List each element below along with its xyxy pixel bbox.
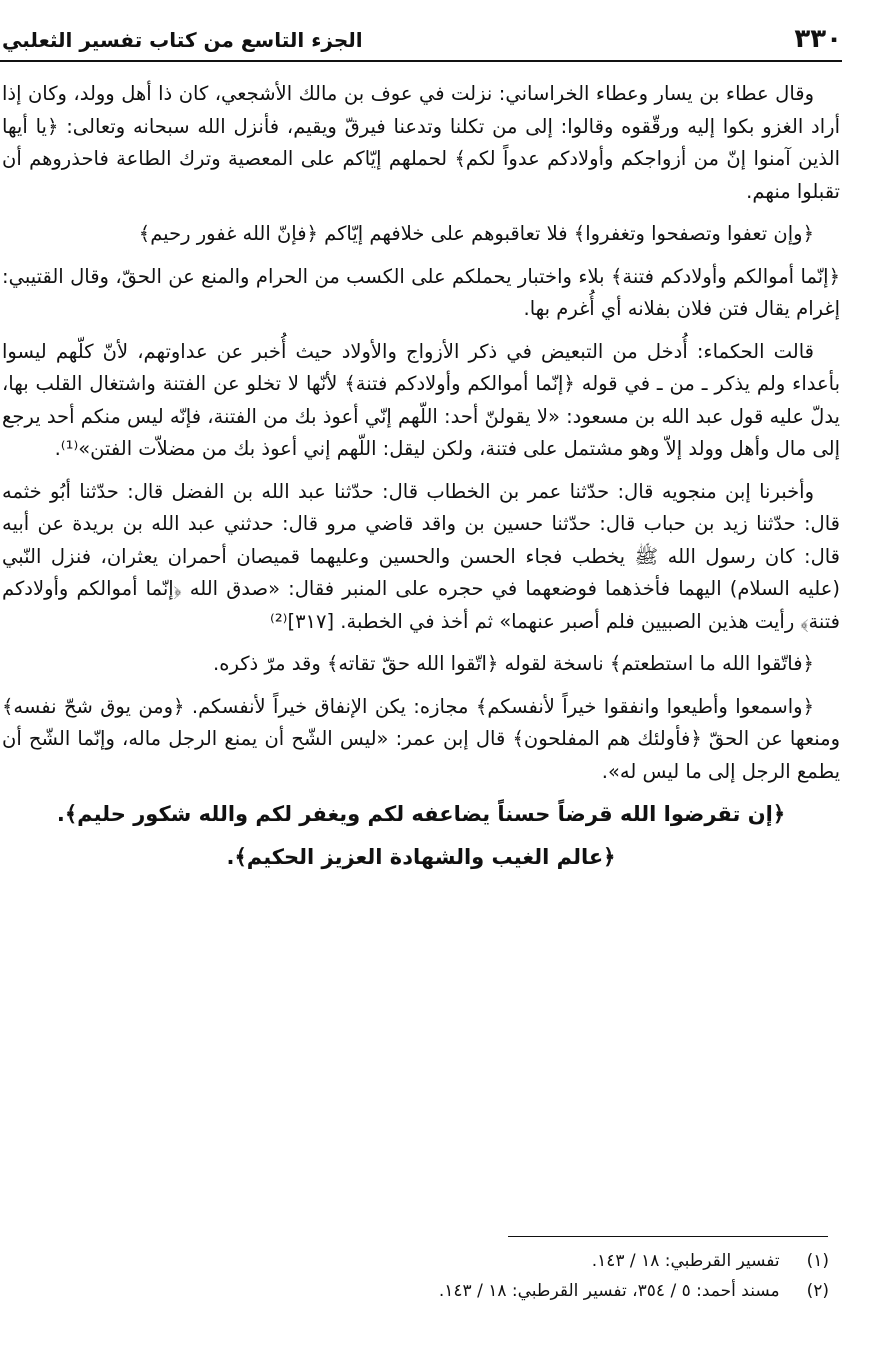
paragraph: ﴿واسمعوا وأطيعوا وانفقوا خيراً لأنفسكم﴾ مجازه: يكن الإنفاق خيراً لأنفسكم. ﴿ومن يوق شحّ نفسه﴾ ومنعها عن الحقّ ﴿فأولئك هم المفلحون﴾ قال إبن عمر: «ليس الشّح أن يمنع الرجل ماله، وإنّما الشّح أن يطمع الرجل إلى ما ليس له». bbox=[2, 694, 840, 783]
main-text bbox=[2, 78, 840, 883]
page-header bbox=[0, 22, 842, 62]
footnotes bbox=[129, 1246, 829, 1306]
paragraph: قالت الحكماء: أُدخل من التبعيض في ذكر الأزواج والأولاد حيث أُخبر عن عداوتهم، لأنّ كلّهم ليسوا بأعداء ولم يذكر ـ من ـ في قوله ﴿إنّما أموالكم وأولادكم فتنة﴾ لأنّها لا تخلو عن الفتنة واشتغال القلب بها، يدلّ عليه قول عبد الله بن مسعود: «لا يقولنّ أحد: اللّهم إنّي أعوذ بك من الفتنة، فإنّه ليس منكم أحد يرجع إلى مال وأهل وولد إلاّ وهو مشتمل على فتنة، ولكن ليقل: اللّهم إني أعوذ بك من مضلاّت الفتن»⁽¹⁾. bbox=[2, 339, 840, 460]
page-number: ٣٣٠ bbox=[794, 24, 842, 54]
footnote bbox=[129, 1246, 829, 1276]
verse-line: ﴿عالم الغيب والشهادة العزيز الحكيم﴾. bbox=[226, 844, 616, 869]
footnote-text: تفسير القرطبي: ١٨ / ١٤٣. bbox=[591, 1251, 780, 1271]
footnote-mark: (١) bbox=[806, 1251, 829, 1271]
paragraph: ﴿وإن تعفوا وتصفحوا وتغفروا﴾ فلا تعاقبوهم على خلافهم إيّاكم ﴿فإنّ الله غفور رحيم﴾ bbox=[138, 222, 814, 245]
running-title: الجزء التاسع من كتاب تفسير الثعلبي bbox=[2, 28, 363, 52]
footnote-text: مسند أحمد: ٥ / ٣٥٤، تفسير القرطبي: ١٨ / ١٤٣. bbox=[438, 1281, 780, 1301]
paragraph: ﴿فاتّقوا الله ما استطعتم﴾ ناسخة لقوله ﴿اتّقوا الله حقّ تقاته﴾ وقد مرّ ذكره. bbox=[213, 652, 814, 675]
header-rule bbox=[0, 60, 842, 62]
verse-line: ﴿إن تقرضوا الله قرضاً حسناً يضاعفه لكم ويغفر لكم والله شكور حليم﴾. bbox=[56, 802, 786, 826]
footnote bbox=[129, 1276, 829, 1306]
footnote-mark: (٢) bbox=[806, 1281, 829, 1301]
paragraph: وأخبرنا إبن منجويه قال: حدّثنا عمر بن الخطاب قال: حدّثنا عبد الله بن الفضل قال: حدّثنا أبُو خثمه قال: حدّثنا زيد بن حباب قال: حدّثنا حسين بن واقد قاضي مرو قال: حدثني عبد الله بن بريدة عن أبيه قال: كان رسول الله ﷺ يخطب فجاء الحسن والحسين وعليهما قميصان أحمران يعثران، فنزل النّبي (عليه السلام) اليهما فأخذهما فوضعهما في حجره على المنبر فقال: «صدق الله ﴿إنّما أموالكم وأولادكم فتنة﴾ رأيت هذين الصبيين فلم أصبر عنهما» ثم أخذ في الخطبة. [٣١٧]⁽²⁾ bbox=[2, 479, 840, 633]
paragraph: ﴿إنّما أموالكم وأولادكم فتنة﴾ بلاء واختبار يحملكم على الكسب من الحرام والمنع عن الحقّ، وقال القتيبي: إغرام يقال فتن فلان بفلانه أي أُغرم بها. bbox=[2, 264, 840, 320]
footnote-rule bbox=[508, 1236, 828, 1237]
paragraph: وقال عطاء بن يسار وعطاء الخراساني: نزلت في عوف بن مالك الأشجعي، كان ذا أهل وولد، وكان إذا أراد الغزو بكوا إليه ورقّقوه وقالوا: إلى من تكلنا وتدعنا فيرقّ ويقيم، فأنزل الله سبحانه وتعالى: ﴿يا أيها الذين آمنوا إنّ من أزواجكم وأولادكم عدواً لكم﴾ لحملهم إيّاكم على المعصية وترك الطاعة فاحذروهم أن تقبلوا منهم. bbox=[2, 82, 840, 203]
